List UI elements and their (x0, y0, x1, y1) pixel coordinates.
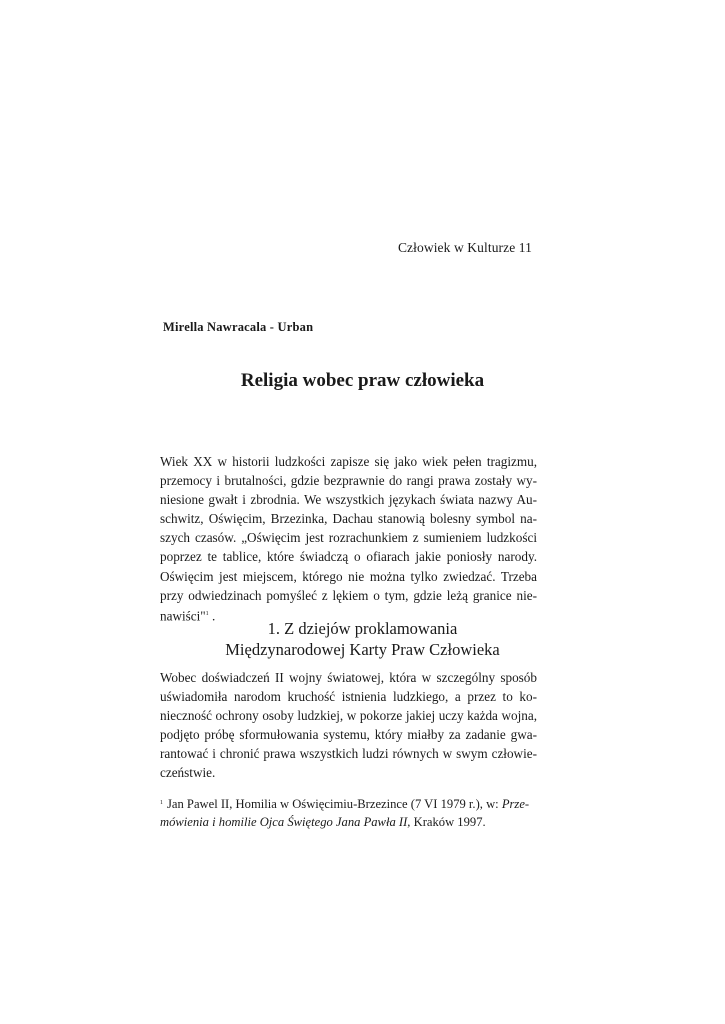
paragraph-line: podjęto próbę sformułowania systemu, który miałby za zadanie gwa- (160, 727, 537, 743)
paragraph-line: rantować i chronić prawa wszystkich ludzi równych w swym człowie- (160, 746, 537, 762)
footnote-line (160, 794, 537, 813)
footnote-line (160, 813, 537, 831)
author-name: Mirella Nawracala - Urban (163, 320, 314, 334)
paragraph-line: niesione gwałt i zbrodnia. We wszystkich językach świata nazwy Au- (160, 492, 537, 508)
footnote-italic-text: mówienia i homilie Ojca Świętego Jana Pawła II, (160, 815, 411, 829)
paragraph-line: schwitz, Oświęcim, Brzezinka, Dachau stanowią bolesny symbol na- (160, 511, 537, 527)
section-paragraph (160, 668, 537, 783)
footnote-mark: 1 (160, 800, 163, 806)
paragraph-line: przemocy i brutalności, gdzie bezprawnie do rangi prawa zostały wy- (160, 473, 537, 489)
running-header: Człowiek w Kulturze 11 (397, 240, 532, 255)
paragraph-line: czeństwie. (160, 765, 216, 781)
footnote-reference: 1 (205, 610, 209, 617)
paragraph-line: poprzez te tablice, które świadczą o ofiarach jakie poniosły narody. (160, 549, 537, 565)
article-title: Religia wobec praw człowieka (240, 370, 485, 391)
paragraph-line: nieczność ochrony osoby ludzkiej, w pokorze jakiej uczy każda wojna, (160, 708, 537, 724)
section-heading-line1: 1. Z dziejów proklamowania (267, 619, 458, 638)
footnote-text-end: Kraków 1997. (413, 815, 486, 829)
paragraph-line: Wobec doświadczeń II wojny światowej, która w szczególny sposób (160, 670, 537, 685)
paragraph-line: Wiek XX w historii ludzkości zapisze się jako wiek pełen tragizmu, (160, 454, 537, 469)
paragraph-line: przy odwiedzinach pomyśleć z lękiem o tym, gdzie leżą granice nie- (160, 587, 537, 603)
section-heading-line2: Międzynarodowej Karty Praw Człowieka (225, 640, 500, 659)
paragraph-line: Oświęcim jest miejscem, którego nie można tylko zwiedzać. Trzeba (160, 568, 537, 584)
footnote (160, 794, 537, 831)
intro-paragraph (160, 452, 537, 625)
paragraph-line-end: . (208, 608, 216, 624)
paragraph-line: szych czasów. „Oświęcim jest rozrachunkiem z sumieniem ludzkości (160, 530, 537, 546)
section-heading (0, 618, 725, 660)
footnote-text: Jan Pawel II, Homilia w Oświęcimiu-Brzezince (7 VI 1979 r.), w: (167, 797, 499, 811)
paragraph-line-text: nawiści" (160, 608, 206, 624)
footnote-italic-text: Prze- (501, 797, 530, 811)
paragraph-line: uświadomiła narodom kruchość istnienia ludzkiego, a przez to ko- (160, 689, 537, 705)
